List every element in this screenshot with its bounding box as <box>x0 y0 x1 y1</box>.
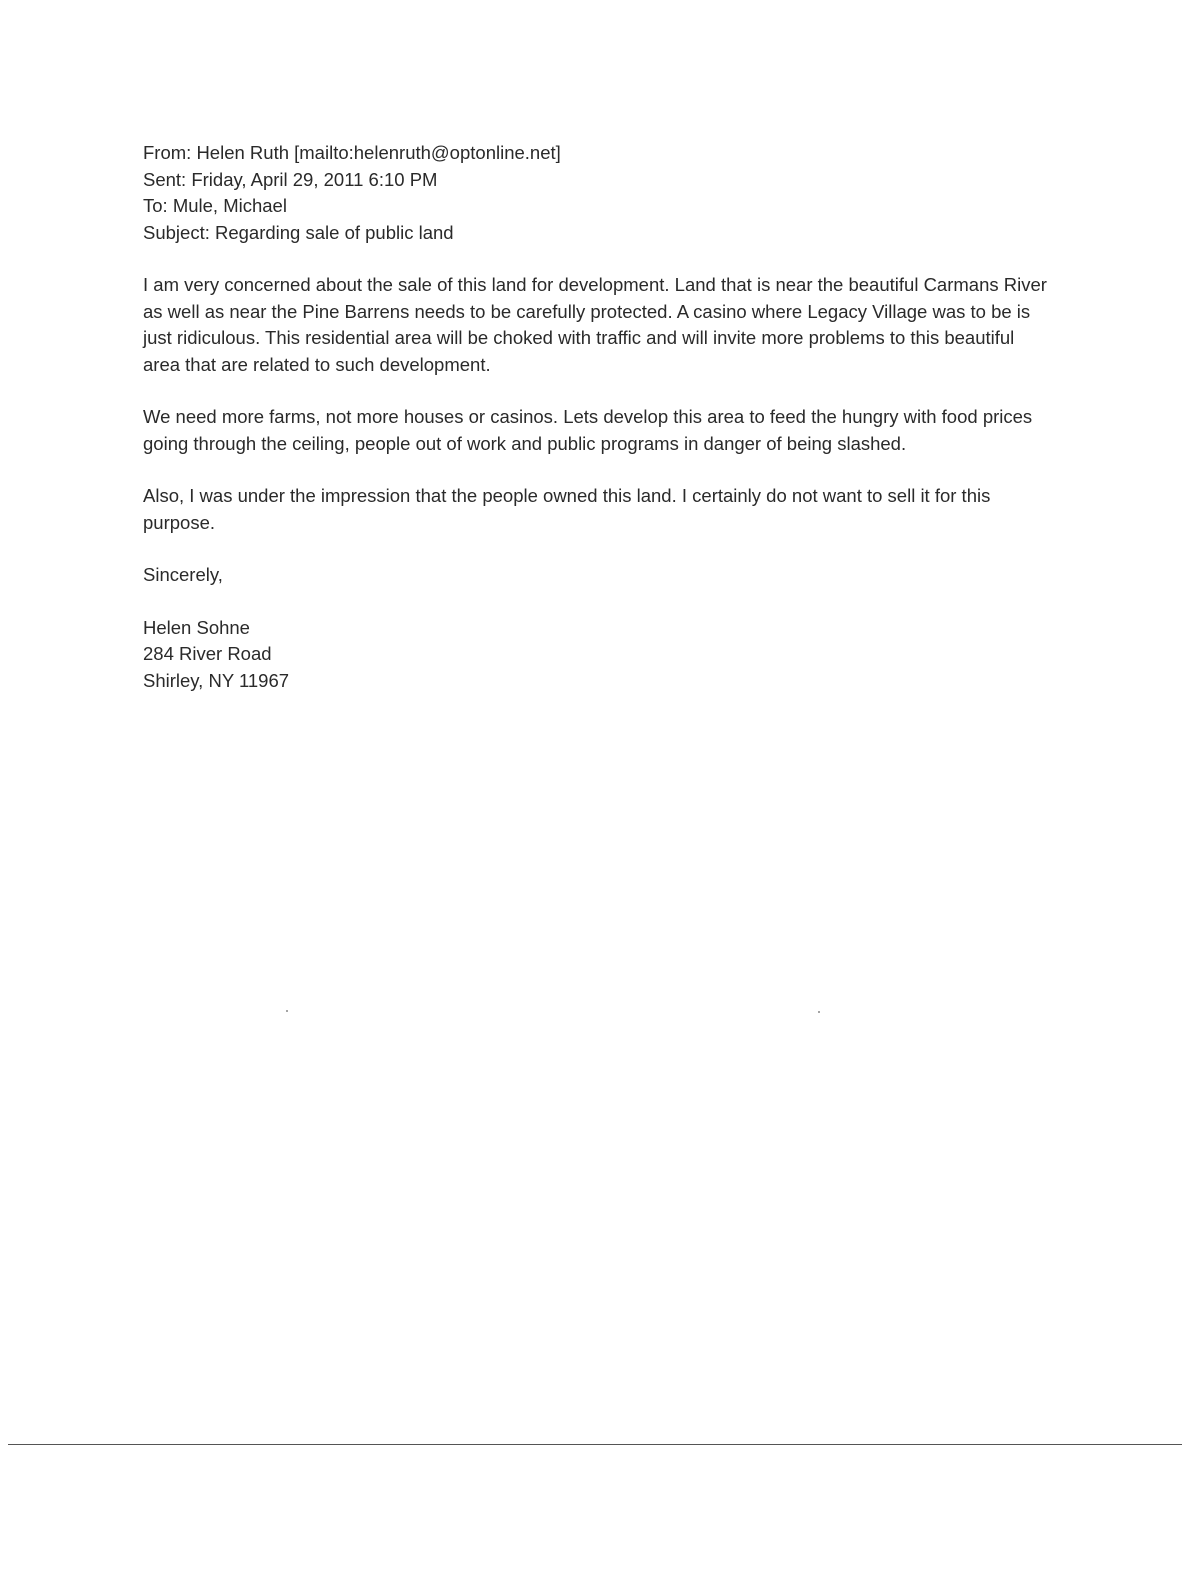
from-line: From: Helen Ruth [mailto:helenruth@optonline.net] <box>143 142 561 163</box>
signature-street: 284 River Road <box>143 643 272 664</box>
signature-block <box>143 615 1053 695</box>
email-header <box>143 140 1053 246</box>
subject-line: Subject: Regarding sale of public land <box>143 221 454 243</box>
body-paragraph-3: Also, I was under the impression that the people owned this land. I certainly do not want to sell it for this purpose. <box>143 485 991 533</box>
signature-city: Shirley, NY 11967 <box>143 669 290 691</box>
sent-line: Sent: Friday, April 29, 2011 6:10 PM <box>143 168 438 190</box>
body-paragraph-1: I am very concerned about the sale of this land for development. Land that is near the beautiful Carmans River as well as near the Pine Barrens needs to be carefully protected. A casino where Legacy Village was to be is just ridiculous. This residential area will be choked with traffic and will invite more problems to this beautiful area that are related to such development. <box>143 274 1047 375</box>
signature-name: Helen Sohne <box>143 616 250 638</box>
page-divider <box>8 1444 1182 1445</box>
to-line: To: Mule, Michael <box>143 195 287 216</box>
scan-speck <box>818 1011 820 1013</box>
body-paragraph-2: We need more farms, not more houses or casinos. Lets develop this area to feed the hungry with food prices going through the ceiling, people out of work and public programs in danger of being slashed. <box>143 406 1033 454</box>
scan-speck <box>286 1010 288 1012</box>
letter <box>143 140 1053 694</box>
closing: Sincerely, <box>143 564 223 585</box>
